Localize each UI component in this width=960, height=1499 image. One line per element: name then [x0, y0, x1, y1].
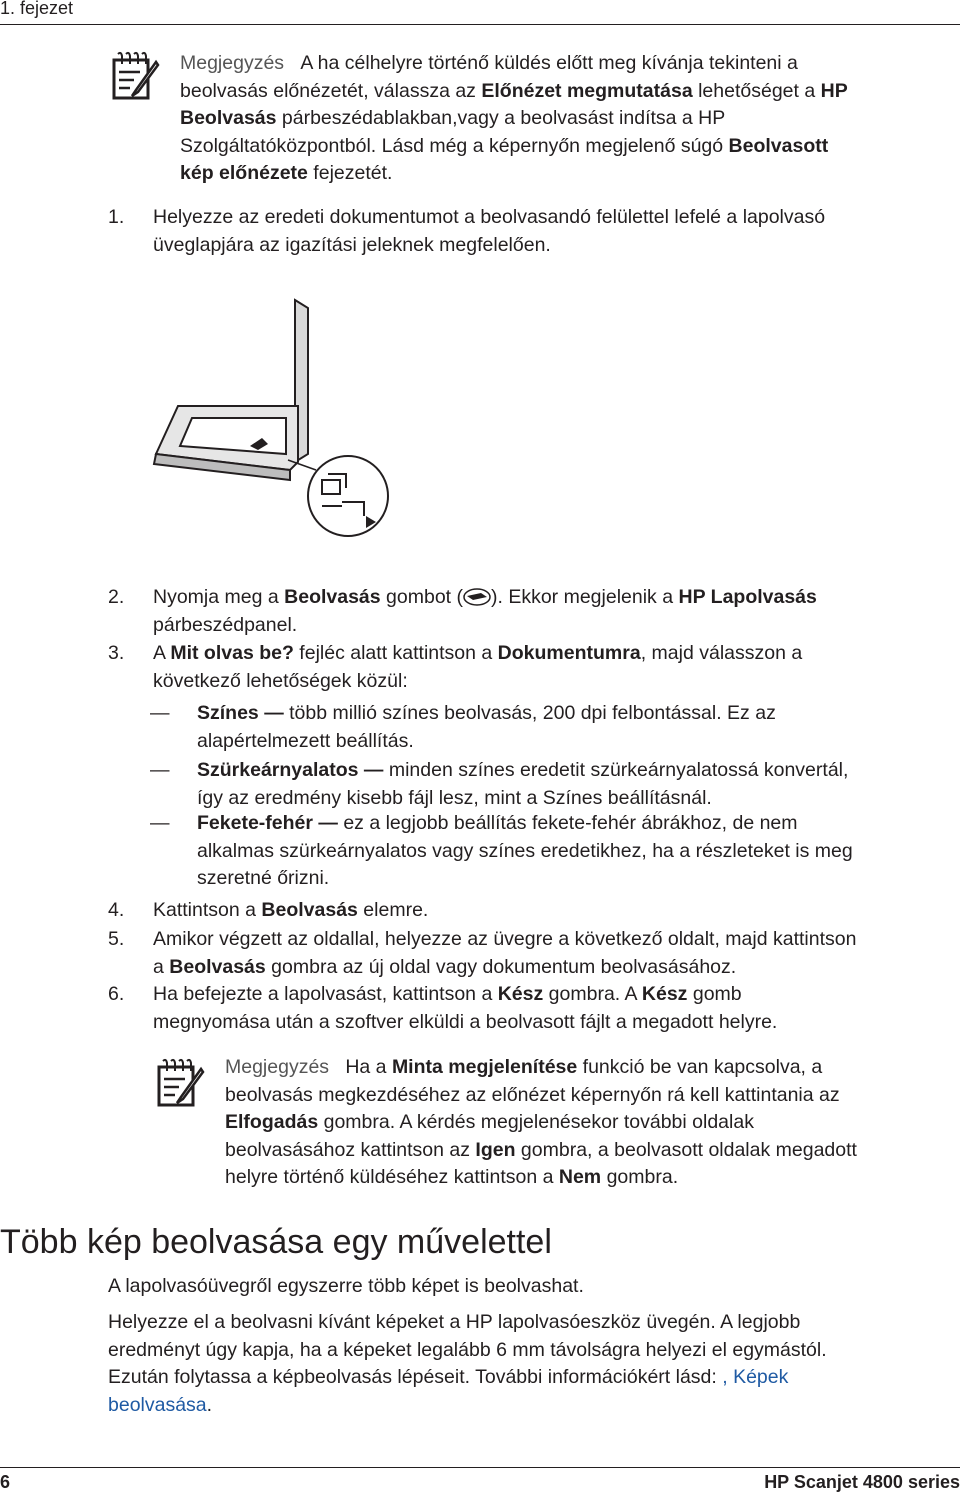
step-text: fejléc alatt kattintson a — [293, 642, 498, 664]
step-text: következő lehetőségek közül: — [153, 669, 408, 692]
option-text: így az eredmény kisebb fájl lesz, mint a Színes beállításnál. — [197, 786, 712, 809]
step-text: gomb — [687, 983, 742, 1005]
step-bold: Kész — [641, 983, 688, 1005]
option-color — [197, 700, 776, 755]
step-text: Amikor végzett az oldallal, helyezze az üvegre a következő oldalt, majd kattintson — [153, 928, 857, 950]
header-divider — [0, 24, 960, 25]
option-dash: — — [150, 702, 170, 724]
note-bold: Igen — [475, 1138, 516, 1161]
scan-button-icon — [463, 588, 491, 606]
step-text: elemre. — [357, 899, 429, 921]
option-bold: — — [312, 812, 344, 834]
note-bold: kép előnézete — [180, 162, 308, 184]
step-text: ). Ekkor megjelenik a — [491, 586, 679, 608]
option-black-white — [197, 810, 853, 893]
step-1 — [153, 204, 825, 259]
product-name: HP Scanjet 4800 series — [764, 1472, 960, 1492]
note-bold: Nem — [558, 1166, 602, 1188]
note-text: gombra. — [601, 1166, 679, 1188]
section-heading: Több kép beolvasása egy művelettel — [0, 1223, 552, 1261]
step-text: Nyomja meg a — [153, 586, 285, 608]
option-text: több millió színes beolvasás, 200 dpi felbontással. Ez az — [289, 702, 776, 724]
option-bold: — — [258, 702, 290, 724]
step-text: a — [153, 955, 170, 978]
note-text: A ha célhelyre történő küldés előtt meg kívánja tekinteni a — [300, 52, 798, 74]
paragraph-text: Ezután folytassa a képbeolvasás lépéseit. További információkért lásd: — [108, 1366, 723, 1388]
step-4 — [153, 897, 428, 925]
note-label: Megjegyzés — [225, 1056, 330, 1078]
note-text: lehetőséget a — [692, 79, 821, 102]
option-text: szeretné őrizni. — [197, 867, 330, 889]
paragraph-text: eredményt úgy kapja, ha a képeket legalább 6 mm távolságra helyezi el egymástól. — [108, 1338, 827, 1361]
note-text: beolvasásához kattintson az — [225, 1138, 476, 1161]
footer-divider — [0, 1467, 960, 1468]
option-bold: Fekete-fehér — [197, 812, 313, 834]
scan-images-link[interactable]: beolvasása — [108, 1393, 207, 1416]
option-bold: Szürkeárnyalatos — [197, 759, 359, 781]
option-text: minden színes eredetit szürkeárnyalatossá konvertál, — [388, 759, 849, 781]
step-bold: Dokumentumra — [497, 642, 641, 664]
step-text: párbeszédpanel. — [153, 613, 298, 636]
section-paragraph-1: A lapolvasóüvegről egyszerre több képet is beolvashat. — [108, 1275, 584, 1297]
note-text: Szolgáltatóközpontból. Lásd még a képernyőn megjelenő súgó — [180, 134, 729, 157]
note-text: beolvasás előnézetét, válassza az — [180, 79, 482, 102]
chapter-header: 1. fejezet — [0, 0, 74, 18]
step-bold: Kész — [497, 983, 544, 1005]
step-4-number: 4. — [108, 899, 125, 921]
note-text: párbeszédablakban,vagy a beolvasást indítsa a HP — [276, 107, 726, 129]
step-text: Kattintson a — [153, 899, 262, 921]
section-paragraph-2 — [108, 1309, 827, 1419]
step-text: gombra. A — [543, 983, 642, 1005]
paragraph-text: Helyezze el a beolvasni kívánt képeket a HP lapolvasóeszköz üvegén. A legjobb — [108, 1311, 801, 1333]
step-3-number: 3. — [108, 642, 125, 664]
step-6 — [153, 981, 777, 1036]
option-dash: — — [150, 759, 170, 781]
step-5-number: 5. — [108, 928, 125, 950]
option-grayscale — [197, 757, 848, 812]
option-bold: — — [358, 759, 389, 781]
step-text: üveglapjára az igazítási jeleknek megfelelően. — [153, 233, 551, 256]
paragraph-text: . — [206, 1393, 213, 1416]
step-6-number: 6. — [108, 983, 125, 1005]
notepad-pencil-icon — [155, 1057, 205, 1109]
note-bold: Minta megjelenítése — [391, 1056, 578, 1078]
note-bold: HP — [820, 79, 848, 102]
step-text: megnyomása után a szoftver elküldi a beolvasott fájlt a megadott helyre. — [153, 1010, 778, 1033]
note-2 — [225, 1054, 857, 1192]
step-5 — [153, 926, 856, 981]
option-text: alapértelmezett beállítás. — [197, 729, 414, 752]
note-label: Megjegyzés — [180, 52, 285, 74]
step-2-number: 2. — [108, 586, 125, 608]
step-bold: Beolvasás — [261, 899, 358, 921]
step-1-number: 1. — [108, 206, 125, 228]
note-bold: Előnézet megmutatása — [481, 79, 693, 102]
note-bold: Elfogadás — [225, 1111, 319, 1133]
notepad-pencil-icon — [110, 50, 160, 102]
note-text: funkció be van kapcsolva, a — [577, 1056, 823, 1078]
note-text: helyre történő küldéséhez kattintson a — [225, 1166, 559, 1188]
note-text: fejezetét. — [307, 162, 393, 184]
option-bold: Színes — [197, 702, 259, 724]
option-text: alkalmas szürkeárnyalatos vagy színes eredetikhez, ha a részleteket is meg — [197, 839, 853, 862]
step-bold: Beolvasás — [169, 955, 266, 978]
step-bold: Beolvasás — [284, 586, 381, 608]
note-text: beolvasás megkezdéséhez az előnézet képernyőn rá kell kattintania az — [225, 1083, 840, 1106]
step-bold: HP Lapolvasás — [678, 586, 817, 608]
step-2 — [153, 584, 817, 639]
step-3 — [153, 640, 802, 695]
option-dash: — — [150, 812, 170, 834]
step-text: A — [153, 642, 171, 664]
note-1 — [180, 50, 848, 188]
step-text: gombra az új oldal vagy dokumentum beolvasásához. — [265, 955, 737, 978]
flatbed-scanner-illustration — [150, 294, 410, 540]
note-text: Ha a — [345, 1056, 392, 1078]
scan-images-link[interactable]: , Képek — [722, 1366, 789, 1388]
step-text: gombot ( — [380, 586, 463, 608]
step-text: , majd válasszon a — [640, 642, 803, 664]
step-text: Helyezze az eredeti dokumentumot a beolvasandó felülettel lefelé a lapolvasó — [153, 206, 826, 228]
note-text: gombra, a beolvasott oldalak megadott — [515, 1138, 857, 1161]
option-text: ez a legjobb beállítás fekete-fehér ábrákhoz, de nem — [343, 812, 798, 834]
step-bold: Mit olvas be? — [170, 642, 294, 664]
note-bold: Beolvasás — [180, 107, 277, 129]
note-bold: Beolvasott — [728, 134, 829, 157]
note-text: gombra. A kérdés megjelenésekor további oldalak — [318, 1111, 754, 1133]
page-number: 6 — [0, 1472, 11, 1492]
step-text: Ha befejezte a lapolvasást, kattintson a — [153, 983, 498, 1005]
